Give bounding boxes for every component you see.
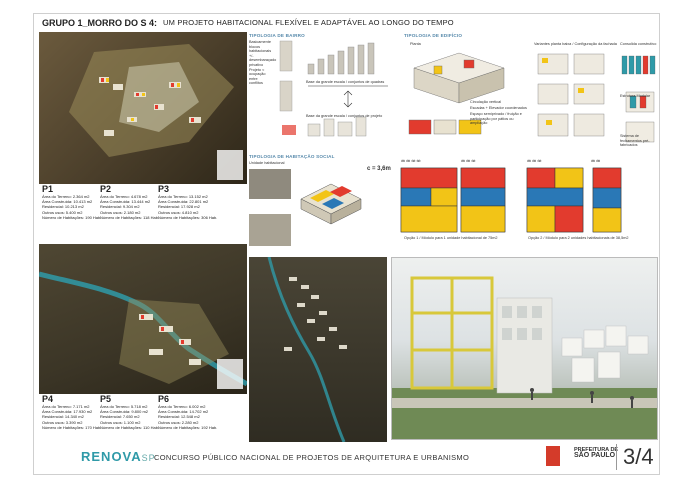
note-line: habitacionais xyxy=(249,49,272,54)
plot-p2-line: Residencial: 9.304 m2 xyxy=(100,204,140,210)
plot-p1 xyxy=(42,184,102,220)
plot-p3-line: Área Construída: 22.801 m2 xyxy=(158,199,209,205)
plot-p3-line: Outros usos: 4.810 m2 xyxy=(158,209,199,215)
plot-p2-id: P2 xyxy=(100,184,112,194)
prefeitura-line: SÃO PAULO xyxy=(574,452,616,459)
footer xyxy=(34,439,659,476)
plot-p4-line: Outros usos: 3.390 m2 xyxy=(42,419,83,425)
board-title: GRUPO 1_MORRO DO S 4: xyxy=(42,17,158,28)
plot-p5 xyxy=(100,394,160,430)
edificio-note-c: Espaço semiprivado / fruição e participação por pátios ou ampliação xyxy=(470,112,522,126)
section-edificio: TIPOLOGIA DE EDIFÍCIO xyxy=(404,33,463,38)
plot-p6-line: Outros usos: 2.280 m2 xyxy=(158,419,199,425)
edificio-note-b: Escadas + Elevador coordenados xyxy=(470,106,527,110)
consolidacao-label: Consolida construtivo xyxy=(620,42,657,46)
board-subtitle: UM PROJETO HABITACIONAL FLEXÍVEL E ADAPTÁVEL AO LONGO DO TEMPO xyxy=(163,18,454,27)
base-note-2: Base da grande escala / conjuntos de projeto xyxy=(306,114,383,118)
plot-p2-line: Área Construída: 13.444 m2 xyxy=(100,199,151,205)
map-upper-graphic xyxy=(39,32,247,184)
aerial-map-upper xyxy=(39,32,247,184)
plot-p5-line: Área do Terreno: 5.718 m2 xyxy=(100,404,148,409)
plot-p2-line: Outros usos: 2.180 m2 xyxy=(100,209,141,215)
opcao-2-caption: Opção 2 / Módulo para 2 unidades habitacionais de 38,5m2 xyxy=(528,236,629,240)
plot-p5-line: Área Construída: 9.800 m2 xyxy=(100,409,149,415)
plot-p1-line: Número de Habitações: 190 Hab. xyxy=(42,214,102,220)
plot-p4-id: P4 xyxy=(42,394,54,404)
page-number: 3/4 xyxy=(616,444,654,470)
note-line: ocupação xyxy=(249,72,266,77)
map-lower-graphic xyxy=(39,244,247,394)
plot-p1-line: Residencial: 10.213 m2 xyxy=(42,204,84,210)
plot-p1-line: Outros usos: 5.400 m2 xyxy=(42,209,83,215)
plot-p5-line: Outros usos: 1.100 m2 xyxy=(100,419,141,425)
plot-p5-line: Residencial: 7.650 m2 xyxy=(100,414,140,420)
plot-p6-id: P6 xyxy=(158,394,170,404)
plot-p1-line: Área do Terreno: 2.364 m2 xyxy=(42,194,90,199)
plot-p4-line: Número de Habitações: 170 Hab. xyxy=(42,424,102,430)
renova-logo-text: RENOVA xyxy=(81,449,142,464)
prefeitura-logo xyxy=(574,447,618,459)
planta-label: Planta xyxy=(410,42,421,46)
plot-p2 xyxy=(100,184,160,220)
contest-title: CONCURSO PÚBLICO NACIONAL DE PROJETOS DE ARQUITETURA E URBANISMO xyxy=(154,453,470,462)
svg-text:ꙭ ꙭ: ꙭ ꙭ xyxy=(591,158,601,163)
plot-p6-line: Residencial: 12.548 m2 xyxy=(158,414,200,420)
note-line: +/- xyxy=(249,53,254,58)
svg-text:ꙭ ꙭ ꙭ: ꙭ ꙭ ꙭ xyxy=(461,158,476,163)
modelo-label: Estrutura Modular xyxy=(620,94,651,98)
edificio-note-a: Circulação vertical xyxy=(470,100,502,104)
note-line: conflitos xyxy=(249,81,263,86)
board-page xyxy=(33,13,660,475)
svg-text:ꙭ ꙭ ꙭ ꙭ: ꙭ ꙭ ꙭ ꙭ xyxy=(401,158,421,163)
plot-p2-line: Área do Terreno: 4.678 m2 xyxy=(100,194,148,199)
map-context-graphic xyxy=(249,257,387,442)
section-bairro: TIPOLOGIA DE BAIRRO xyxy=(249,33,305,38)
plot-p2-line: Número de Habitações: 118 Hab. xyxy=(100,214,160,220)
plot-p3-line: Número de Habitações: 306 Hab. xyxy=(158,214,218,220)
plot-p1-line: Área Construída: 10.413 m2 xyxy=(42,199,93,205)
bairro-notes xyxy=(249,40,275,86)
prefeitura-line: PREFEITURA DE xyxy=(574,447,619,453)
variantes-diagram xyxy=(534,50,616,150)
plot-p6-line: Área Construída: 14.702 m2 xyxy=(158,409,209,415)
unit-photo-1 xyxy=(249,169,291,199)
svg-text:ꙭ ꙭ ꙭ: ꙭ ꙭ ꙭ xyxy=(527,158,542,163)
plot-p3-line: Residencial: 17.928 m2 xyxy=(158,204,200,210)
unit-axonometric xyxy=(296,174,366,234)
title-bar xyxy=(34,14,659,31)
plot-p1-id: P1 xyxy=(42,184,54,194)
plot-p3-id: P3 xyxy=(158,184,170,194)
opcao-1-caption: Opção 1 / Módulo para 1 unidade habitacional de 75m2 xyxy=(404,236,498,240)
unit-photo-2 xyxy=(249,214,291,246)
plot-p4-line: Residencial: 14.340 m2 xyxy=(42,414,84,420)
plot-p4-line: Área Construída: 17.930 m2 xyxy=(42,409,93,415)
bairro-diagram xyxy=(278,39,398,149)
consolidacao-diagram xyxy=(620,52,660,147)
note-line: blocos xyxy=(249,44,260,49)
plot-p4-line: Área do Terreno: 7.171 m2 xyxy=(42,404,90,409)
sp-emblem-icon xyxy=(546,446,560,466)
aerial-map-context xyxy=(249,257,387,442)
renova-logo xyxy=(81,449,156,464)
formula: c = 3,6m xyxy=(367,166,391,172)
plot-p6-line: Número de Habitações: 192 Hab. xyxy=(158,424,218,430)
edificio-diagram xyxy=(404,48,524,143)
note-line: privativo xyxy=(249,62,264,67)
plot-p6-line: Área do Terreno: 6.002 m2 xyxy=(158,404,206,409)
fechamentos-label: Sistema de fechamentos pré-fabricados xyxy=(620,134,650,148)
note-line: Basicamente xyxy=(249,40,271,44)
aerial-map-lower xyxy=(39,244,247,394)
plot-p5-id: P5 xyxy=(100,394,112,404)
plot-p6 xyxy=(158,394,222,430)
note-line: entre xyxy=(249,76,258,81)
note-line: Projeto ≈ xyxy=(249,67,265,72)
note-line: desembaraçado xyxy=(249,58,277,63)
renova-logo-suffix: SP xyxy=(141,453,156,463)
plot-p3-line: Área do Terreno: 13.152 m2 xyxy=(158,194,208,199)
plot-p4 xyxy=(42,394,102,430)
unidade-label: Unidade habitacional xyxy=(249,161,285,165)
section-habitacao: TIPOLOGIA DE HABITAÇÃO SOCIAL xyxy=(249,154,335,159)
perspective-render xyxy=(391,257,658,440)
plot-p5-line: Número de Habitações: 110 Hab. xyxy=(100,424,160,430)
render-graphic xyxy=(392,258,657,439)
variantes-label: Variantes planta baixa / Configuração da fachada xyxy=(534,42,617,46)
base-note-1: Base da grande escala / conjuntos de quadras xyxy=(306,80,385,84)
plot-p3 xyxy=(158,184,222,220)
